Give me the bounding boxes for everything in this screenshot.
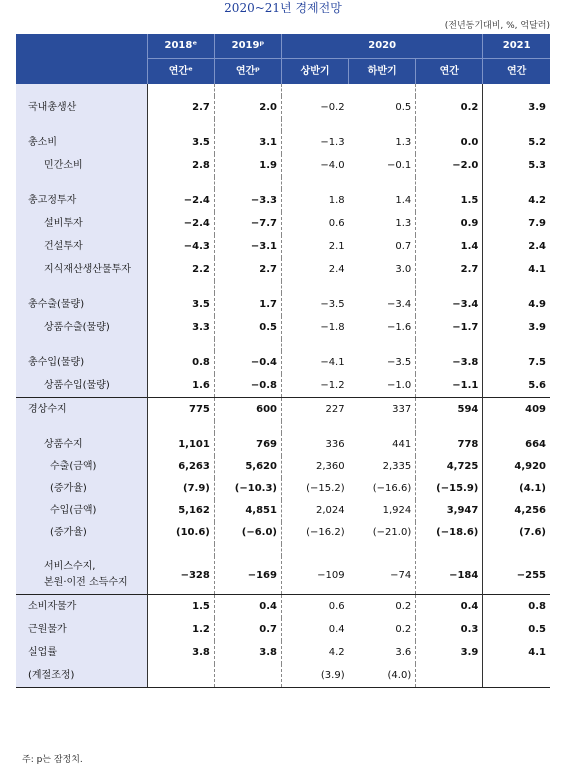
cell: 2.7 bbox=[416, 258, 483, 281]
cell: 1.5 bbox=[416, 189, 483, 212]
cell: 0.2 bbox=[416, 96, 483, 119]
header-row-years bbox=[16, 34, 550, 59]
cell: 2.0 bbox=[214, 96, 281, 119]
cell: 4.1 bbox=[483, 258, 550, 281]
cell: −255 bbox=[483, 556, 550, 595]
cell: −0.2 bbox=[281, 96, 348, 119]
cell: 3.5 bbox=[192, 137, 210, 148]
cell: 5,162 bbox=[178, 505, 210, 516]
header-year-2021: 2021 bbox=[483, 34, 550, 59]
row-label: 건설투자 bbox=[16, 235, 147, 258]
cell: −1.3 bbox=[281, 131, 348, 154]
cell: 594 bbox=[416, 398, 483, 422]
cell: 0.8 bbox=[192, 357, 210, 368]
cell: −184 bbox=[416, 556, 483, 595]
header-year-2019: 2019ᵖ bbox=[214, 34, 281, 59]
cell: 1.7 bbox=[214, 293, 281, 316]
table-row bbox=[16, 258, 550, 281]
table-row bbox=[16, 595, 550, 619]
cell: −109 bbox=[281, 556, 348, 595]
cell: (7.6) bbox=[483, 522, 550, 544]
row-label-line2: 본원·이전 소득수지 bbox=[44, 577, 128, 588]
table-row bbox=[16, 478, 550, 500]
table-row bbox=[16, 641, 550, 664]
header-corner bbox=[16, 34, 147, 84]
cell: 0.6 bbox=[281, 595, 348, 619]
row-label: (증가율) bbox=[16, 478, 147, 500]
cell: 5.3 bbox=[483, 154, 550, 177]
header-period: 연간ᵉ bbox=[147, 59, 214, 85]
header-period: 상반기 bbox=[281, 59, 348, 85]
cell: 2.7 bbox=[214, 258, 281, 281]
cell: −3.5 bbox=[281, 293, 348, 316]
cell: 4,256 bbox=[483, 500, 550, 522]
cell: 4,725 bbox=[416, 456, 483, 478]
cell: 0.9 bbox=[416, 212, 483, 235]
table-row bbox=[16, 131, 550, 154]
cell: −4.0 bbox=[281, 154, 348, 177]
cell: 0.4 bbox=[214, 595, 281, 619]
table-row bbox=[16, 664, 550, 688]
cell: 4.2 bbox=[281, 641, 348, 664]
table-row bbox=[16, 351, 550, 374]
cell: 600 bbox=[214, 398, 281, 422]
cell: 0.6 bbox=[281, 212, 348, 235]
cell: 1.5 bbox=[147, 595, 214, 619]
header-year-2018: 2018ᵉ bbox=[147, 34, 214, 59]
table-row bbox=[16, 522, 550, 544]
cell: 4,920 bbox=[483, 456, 550, 478]
cell: 7.9 bbox=[483, 212, 550, 235]
cell: 0.4 bbox=[416, 595, 483, 619]
cell: 0.4 bbox=[281, 618, 348, 641]
header-year-2020: 2020 bbox=[281, 34, 482, 59]
page-title: 2020~21년 경제전망 bbox=[224, 1, 342, 15]
cell: 1.9 bbox=[214, 154, 281, 177]
cell: (4.0) bbox=[349, 664, 416, 688]
cell: 2,360 bbox=[281, 456, 348, 478]
row-label: 민간소비 bbox=[16, 154, 147, 177]
cell: (−21.0) bbox=[372, 527, 412, 538]
cell: 4.2 bbox=[483, 189, 550, 212]
cell: (7.9) bbox=[183, 483, 210, 494]
cell: 3.5 bbox=[192, 299, 210, 310]
forecast-table bbox=[16, 34, 550, 688]
cell: 3.6 bbox=[395, 647, 412, 658]
cell: 1,924 bbox=[382, 505, 412, 516]
cell: 3.8 bbox=[192, 647, 210, 658]
cell: 3.9 bbox=[483, 316, 550, 339]
cell: 0.3 bbox=[416, 618, 483, 641]
cell bbox=[416, 664, 483, 688]
cell: 5.6 bbox=[483, 374, 550, 398]
cell bbox=[147, 664, 214, 688]
header-period: 하반기 bbox=[349, 59, 416, 85]
cell: (−18.6) bbox=[416, 522, 483, 544]
cell: 6,263 bbox=[178, 461, 210, 472]
row-label-line1: 서비스수지, bbox=[44, 561, 96, 572]
row-label: 수출(금액) bbox=[16, 456, 147, 478]
cell: −328 bbox=[180, 569, 210, 581]
header-period: 연간ᵖ bbox=[214, 59, 281, 85]
row-label: 실업률 bbox=[16, 641, 147, 664]
table-row bbox=[16, 212, 550, 235]
cell: −169 bbox=[214, 556, 281, 595]
table-row bbox=[16, 154, 550, 177]
cell: −2.4 bbox=[183, 195, 210, 206]
cell: 1.3 bbox=[395, 218, 412, 229]
cell: (4.1) bbox=[483, 478, 550, 500]
cell: −74 bbox=[390, 569, 412, 581]
cell: 2.4 bbox=[281, 258, 348, 281]
cell: 2.2 bbox=[192, 264, 210, 275]
table-row bbox=[16, 374, 550, 398]
row-label: 총수입(물량) bbox=[16, 351, 147, 374]
cell: (10.6) bbox=[176, 527, 210, 538]
cell: (−6.0) bbox=[214, 522, 281, 544]
cell: (−16.6) bbox=[372, 483, 412, 494]
cell: 0.7 bbox=[395, 241, 412, 252]
cell: (−15.2) bbox=[281, 478, 348, 500]
cell: −4.1 bbox=[281, 351, 348, 374]
cell: 2,335 bbox=[382, 461, 412, 472]
cell: 5,620 bbox=[214, 456, 281, 478]
cell: −3.1 bbox=[214, 235, 281, 258]
table-row bbox=[16, 235, 550, 258]
cell: 2.4 bbox=[483, 235, 550, 258]
cell: (−10.3) bbox=[214, 478, 281, 500]
table-row bbox=[16, 456, 550, 478]
cell: 7.5 bbox=[483, 351, 550, 374]
cell: 3.9 bbox=[483, 96, 550, 119]
row-label: 수입(금액) bbox=[16, 500, 147, 522]
cell: 0.2 bbox=[395, 624, 412, 635]
cell: (−16.2) bbox=[281, 522, 348, 544]
row-label: 지식재산생산물투자 bbox=[16, 258, 147, 281]
cell: 0.2 bbox=[349, 595, 416, 619]
row-label bbox=[16, 556, 147, 595]
cell: 0.5 bbox=[395, 102, 412, 113]
cell: 4,851 bbox=[214, 500, 281, 522]
cell: 3.9 bbox=[416, 641, 483, 664]
row-label: (계절조정) bbox=[16, 664, 147, 688]
cell: 2,024 bbox=[281, 500, 348, 522]
cell: 2.8 bbox=[192, 160, 210, 171]
cell: −0.1 bbox=[386, 160, 412, 171]
table-row bbox=[16, 556, 550, 595]
cell: −0.4 bbox=[214, 351, 281, 374]
cell: −1.6 bbox=[386, 322, 412, 333]
cell: 664 bbox=[483, 433, 550, 456]
cell: −7.7 bbox=[214, 212, 281, 235]
cell bbox=[214, 664, 281, 688]
cell: −3.4 bbox=[386, 299, 412, 310]
cell: 1.4 bbox=[416, 235, 483, 258]
row-label: 상품수지 bbox=[16, 433, 147, 456]
cell: 3,947 bbox=[416, 500, 483, 522]
cell: 336 bbox=[281, 433, 348, 456]
cell: 1.6 bbox=[192, 380, 210, 391]
row-label: 상품수입(물량) bbox=[16, 374, 147, 398]
cell: −1.1 bbox=[416, 374, 483, 398]
cell: 5.2 bbox=[483, 131, 550, 154]
cell: −0.8 bbox=[214, 374, 281, 398]
table-row bbox=[16, 316, 550, 339]
table-row bbox=[16, 500, 550, 522]
row-label: (증가율) bbox=[16, 522, 147, 544]
cell: −3.3 bbox=[214, 189, 281, 212]
cell bbox=[483, 664, 550, 688]
row-label: 총고정투자 bbox=[16, 189, 147, 212]
cell: 3.0 bbox=[395, 264, 412, 275]
cell: −2.4 bbox=[183, 218, 210, 229]
cell: 3.8 bbox=[214, 641, 281, 664]
table-row bbox=[16, 433, 550, 456]
cell: 227 bbox=[281, 398, 348, 422]
cell: −2.0 bbox=[416, 154, 483, 177]
cell: −4.3 bbox=[183, 241, 210, 252]
table-row bbox=[16, 96, 550, 119]
header-period: 연간 bbox=[416, 59, 483, 85]
cell: 441 bbox=[392, 439, 412, 450]
cell: 769 bbox=[214, 433, 281, 456]
table-row bbox=[16, 189, 550, 212]
cell: −3.8 bbox=[416, 351, 483, 374]
table-row bbox=[16, 398, 550, 422]
row-label: 근원물가 bbox=[16, 618, 147, 641]
cell: 1.4 bbox=[395, 195, 412, 206]
cell: 0.5 bbox=[214, 316, 281, 339]
cell: 0.0 bbox=[416, 131, 483, 154]
row-label: 총수출(물량) bbox=[16, 293, 147, 316]
footnote: 주: p는 잠정치. bbox=[22, 755, 83, 765]
row-label: 국내총생산 bbox=[16, 96, 147, 119]
cell: 3.3 bbox=[192, 322, 210, 333]
cell: −1.2 bbox=[281, 374, 348, 398]
cell: −1.8 bbox=[281, 316, 348, 339]
table-row bbox=[16, 293, 550, 316]
cell: 337 bbox=[349, 398, 416, 422]
cell: 778 bbox=[416, 433, 483, 456]
cell: 4.9 bbox=[483, 293, 550, 316]
cell: 409 bbox=[483, 398, 550, 422]
cell: (−15.9) bbox=[416, 478, 483, 500]
row-label: 설비투자 bbox=[16, 212, 147, 235]
row-label: 소비자물가 bbox=[16, 595, 147, 619]
cell: −3.5 bbox=[386, 357, 412, 368]
cell: 0.5 bbox=[483, 618, 550, 641]
cell: 2.1 bbox=[281, 235, 348, 258]
row-label: 총소비 bbox=[16, 131, 147, 154]
header-period: 연간 bbox=[483, 59, 550, 85]
cell: −3.4 bbox=[416, 293, 483, 316]
cell: 1.8 bbox=[281, 189, 348, 212]
cell: −1.0 bbox=[386, 380, 412, 391]
cell: (3.9) bbox=[281, 664, 348, 688]
row-label: 경상수지 bbox=[16, 398, 147, 422]
row-label: 상품수출(물량) bbox=[16, 316, 147, 339]
cell: −1.7 bbox=[416, 316, 483, 339]
cell: 4.1 bbox=[483, 641, 550, 664]
unit-note: (전년동기대비, %, 억달러) bbox=[444, 21, 550, 31]
cell: 0.7 bbox=[214, 618, 281, 641]
cell: 1.2 bbox=[192, 624, 210, 635]
cell: 1.3 bbox=[395, 137, 412, 148]
cell: 1,101 bbox=[178, 439, 210, 450]
cell: 2.7 bbox=[192, 102, 210, 113]
table-row bbox=[16, 618, 550, 641]
cell: 775 bbox=[147, 398, 214, 422]
cell: 0.8 bbox=[483, 595, 550, 619]
cell: 3.1 bbox=[214, 131, 281, 154]
